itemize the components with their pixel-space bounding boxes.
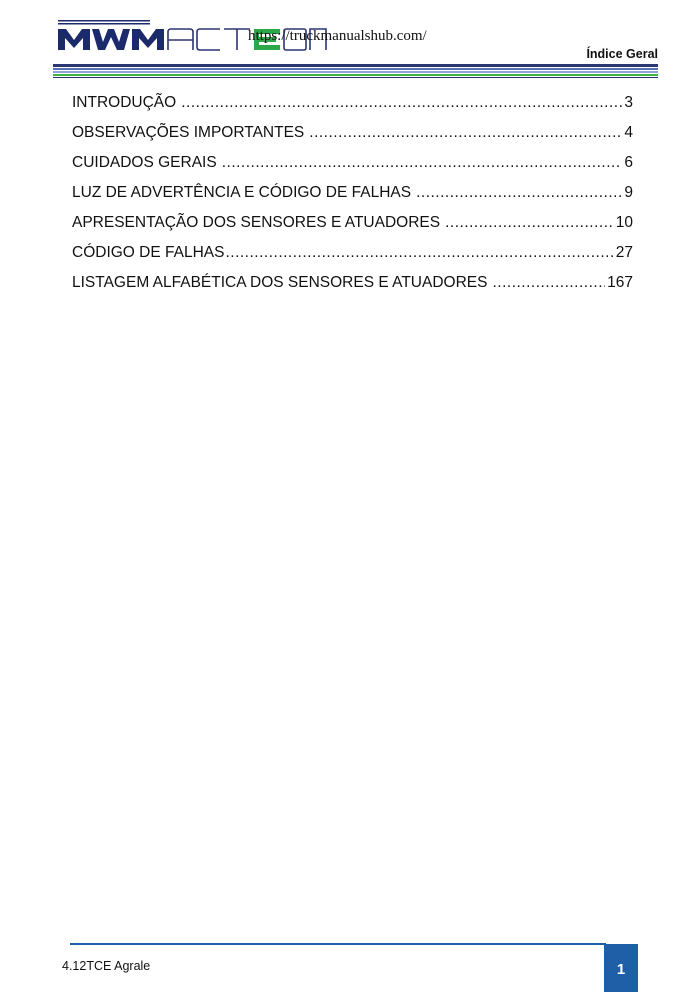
toc-entry-apresentacao-sensores[interactable] bbox=[72, 211, 633, 241]
page-header bbox=[0, 0, 699, 80]
watermark-url: https://truckmanualshub.com/ bbox=[248, 28, 427, 44]
toc-dot-leader bbox=[225, 241, 613, 265]
toc-dot-leader bbox=[445, 211, 614, 235]
toc-entry-page: 3 bbox=[624, 94, 633, 111]
toc-entry-page: 9 bbox=[624, 184, 633, 201]
header-stripe bbox=[53, 68, 658, 70]
section-title: Índice Geral bbox=[586, 47, 658, 61]
toc-entry-cuidados-gerais[interactable] bbox=[72, 151, 633, 181]
toc-dot-leader bbox=[416, 181, 622, 205]
header-stripe bbox=[53, 74, 658, 76]
header-stripe bbox=[53, 71, 658, 73]
toc-dot-leader bbox=[492, 271, 605, 295]
toc-entry-observacoes-importantes[interactable] bbox=[72, 121, 633, 151]
footer-divider bbox=[70, 943, 606, 945]
toc-entry-introducao[interactable] bbox=[72, 91, 633, 121]
table-of-contents bbox=[72, 91, 633, 301]
toc-dot-leader bbox=[181, 91, 622, 115]
toc-entry-title: CÓDIGO DE FALHAS bbox=[72, 244, 225, 261]
page-number-badge: 1 bbox=[604, 944, 638, 992]
toc-entry-listagem-alfabetica[interactable] bbox=[72, 271, 633, 301]
toc-entry-page: 27 bbox=[615, 244, 633, 261]
toc-entry-title: INTRODUÇÃO bbox=[72, 94, 177, 111]
toc-entry-luz-de-advertencia[interactable] bbox=[72, 181, 633, 211]
toc-entry-title: OBSERVAÇÕES IMPORTANTES bbox=[72, 124, 305, 141]
toc-entry-title: LISTAGEM ALFABÉTICA DOS SENSORES E ATUADORES bbox=[72, 274, 488, 291]
toc-entry-title: LUZ DE ADVERTÊNCIA E CÓDIGO DE FALHAS bbox=[72, 184, 412, 201]
footer-document-label: 4.12TCE Agrale bbox=[62, 959, 151, 973]
toc-entry-page: 167 bbox=[607, 274, 633, 291]
header-stripe bbox=[53, 77, 658, 78]
header-stripes bbox=[53, 64, 658, 78]
toc-dot-leader bbox=[222, 151, 623, 175]
toc-entry-title: CUIDADOS GERAIS bbox=[72, 154, 217, 171]
header-stripe bbox=[53, 64, 658, 67]
toc-entry-title: APRESENTAÇÃO DOS SENSORES E ATUADORES bbox=[72, 214, 441, 231]
toc-entry-page: 4 bbox=[624, 124, 633, 141]
toc-entry-page: 10 bbox=[615, 214, 633, 231]
toc-entry-codigo-de-falhas[interactable] bbox=[72, 241, 633, 271]
toc-dot-leader bbox=[309, 121, 622, 145]
toc-entry-page: 6 bbox=[624, 154, 633, 171]
